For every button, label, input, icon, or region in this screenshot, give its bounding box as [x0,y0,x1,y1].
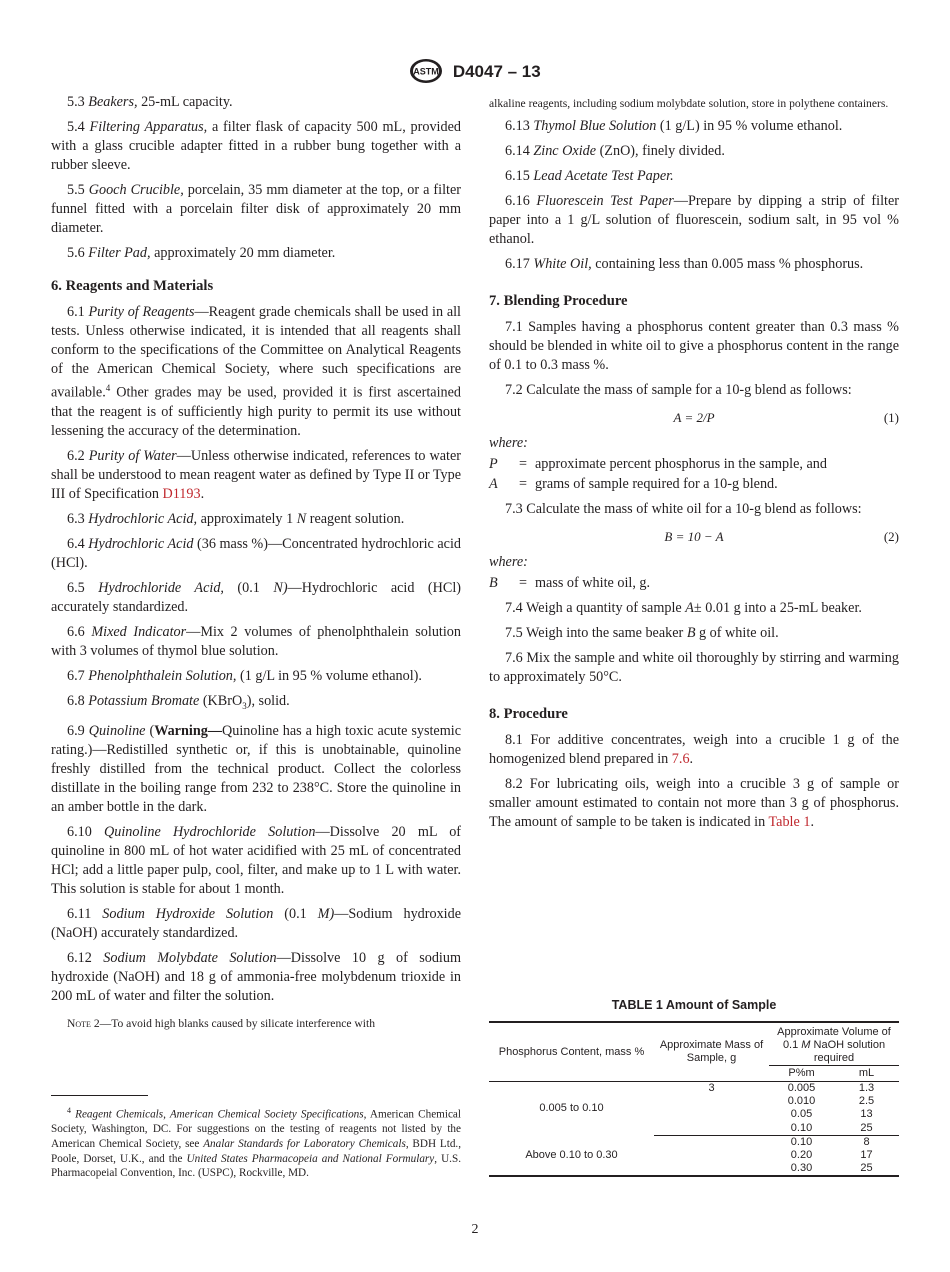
section-6-15: 6.15 Lead Acetate Test Paper. [505,168,674,184]
note-2: Note 2—To avoid high blanks caused by silicate interference with [67,1016,376,1030]
document-number: D4047 – 13 [452,61,541,81]
table-1-link[interactable]: Table 1 [768,814,811,830]
right-column [489,96,899,838]
where-label-2: where: [489,554,528,570]
col-header-mass: Approximate Mass of Sample, g [654,1022,769,1082]
table-row: 0.10 25 [489,1122,899,1136]
section-6-10: 6.10 Quinoline Hydrochloride Solution—Dissolve 20 mL of quinoline in 800 mL of hot water acidified with 25 mL of concentrated HCl; add a little paper pulp, cool, filter, and make up to 1 L with water. This solution is stable for about 1 month. [51,823,462,897]
section-7-5: 7.5 Weigh into the same beaker B g of white oil. [505,625,779,641]
section-6-16: 6.16 Fluorescein Test Paper—Prepare by dipping a strip of filter paper into a 1 g/L solution of fluorescein, sodium salt, in 95 vol % ethanol. [489,193,900,247]
page-header [0,58,950,84]
section-5-4: 5.4 Filtering Apparatus, a filter flask of capacity 500 mL, provided with a glass crucible adapter fitted in a rubber bung together with a rubber sleeve. [51,119,461,173]
section-7-4: 7.4 Weigh a quantity of sample A± 0.01 g into a 25-mL beaker. [505,600,862,616]
section-7-3: 7.3 Calculate the mass of white oil for a 10-g blend as follows: [505,501,862,517]
section-6-13: 6.13 Thymol Blue Solution (1 g/L) in 95 % volume ethanol. [505,118,843,134]
section-6-1: 6.1 Purity of Reagents—Reagent grade chemicals shall be used in all tests. Unless otherwise indicated, it is intended that all reagents shall conform to the specifications of the Committee on Analytical Reagents of the American Chemical Society, where such specifications are available.$^4$ Other grades may be used, provided it is first ascertained that the reagent is of sufficiently high purity to permit its use without lessening the accuracy of the determination. [51,304,461,439]
d1193-link[interactable]: D1193 [162,485,201,502]
definitions-1 [489,455,899,494]
table-row: 0.05 13 [790,1108,873,1121]
svg-text:ASTM: ASTM [413,66,440,77]
section-8-2: 8.2 For lubricating oils, weigh into a crucible 3 g of sample or smaller amount estimated to contain not more than 3 g of phosphorus. The amount of sample to be taken is indicated in Table 1. [489,776,899,830]
section-6-4: 6.4 Hydrochloric Acid (36 mass %)—Concentrated hydrochloric acid (HCl). [51,535,461,571]
table-group-2 [489,1135,899,1176]
definition-row: P = approximate percent phosphorus in the sample, and [489,456,827,472]
definition-row: A = grams of sample required for a 10-g blend. [489,476,778,492]
where-label-1: where: [489,435,528,451]
table-row: 0.30 25 [489,1162,899,1176]
equation-2: B = 10 − A (2) [664,529,899,544]
section-6-2: 6.2 Purity of Water—Unless otherwise indicated, references to water shall be understood to mean reagent water as defined by Type II or Type III of Specification D1193. [51,447,462,502]
ref-7-6-link[interactable]: 7.6 [671,751,690,767]
table-row: 0.005 to 0.10 3 0.005 1.3 [539,1082,875,1115]
note-2-continued: alkaline reagents, including sodium molybdate solution, store in polythene containers. [489,97,889,110]
table-row: 0.20 17 [790,1149,873,1162]
section-6-14: 6.14 Zinc Oxide (ZnO), finely divided. [505,143,725,159]
astm-logo-icon [409,58,443,84]
section-6-17: 6.17 White Oil, containing less than 0.005 mass % phosphorus. [505,256,864,272]
section-7-heading: 7. Blending Procedure [489,293,628,309]
left-column [51,93,461,1037]
col-header-volume: Approximate Volume of 0.1 M NaOH solution required [769,1022,899,1066]
section-5-6: 5.6 Filter Pad, approximately 20 mm diameter. [67,245,336,261]
table-caption: TABLE 1 Amount of Sample [611,998,777,1012]
section-5-5: 5.5 Gooch Crucible, porcelain, 35 mm diameter at the top, or a filter funnel fitted with a porcelain filter disk of approximately 20 mm diameter. [51,182,461,236]
section-6-3: 6.3 Hydrochloric Acid, approximately 1 N reagent solution. [67,510,405,527]
table-row: 0.010 2.5 [787,1095,875,1108]
footnote-divider [51,1095,148,1096]
amount-of-sample-table [489,1021,899,1177]
section-6-8: 6.8 Potassium Bromate (KBrO$_3$), solid. [67,692,290,711]
section-8-1: 8.1 For additive concentrates, weigh into a crucible 1 g of the homogenized blend prepared in 7.6. [489,732,899,767]
section-8-heading: 8. Procedure [489,706,568,722]
page-number: 2 [471,1222,479,1237]
section-7-1: 7.1 Samples having a phosphorus content greater than 0.3 mass % should be blended in white oil to give a phosphorus content in the range of 0.1 to 0.3 mass %. [489,319,899,373]
col-header-phosphorus: Phosphorus Content, mass % [489,1022,654,1082]
equation-1: A = 2/P (1) [673,410,899,425]
section-7-6: 7.6 Mix the sample and white oil thoroughly by stirring and warming to approximately 50°C. [489,650,899,685]
section-6-5: 6.5 Hydrochloride Acid, (0.1 N)—Hydrochloric acid (HCl) accurately standardized. [51,579,462,615]
section-7-2: 7.2 Calculate the mass of sample for a 10-g blend as follows: [505,382,852,398]
definition-row: B = mass of white oil, g. [489,575,651,591]
subheader-p: P%m [769,1066,834,1082]
table-1 [489,996,899,1177]
section-6-11: 6.11 Sodium Hydroxide Solution (0.1 M)—Sodium hydroxide (NaOH) accurately standardized. [51,905,461,941]
section-6-heading: 6. Reagents and Materials [51,278,214,294]
table-group-1 [489,1082,899,1136]
section-6-7: 6.7 Phenolphthalein Solution, (1 g/L in 95 % volume ethanol). [67,667,422,684]
section-6-9: 6.9 Quinoline (Warning—Quinoline has a high toxic acute systemic rating.)—Redistilled synthetic or, if this is unobtainable, quinoline freshly distilled from the technical product. Collect the colorless distillate in the boiling range from 232 to 238°C. Store the quinoline in an amber bottle in the dark. [51,722,462,815]
table-row: Above 0.10 to 0.30 0.10 8 [489,1135,899,1149]
subheader-ml: mL [834,1066,899,1082]
section-6-12: 6.12 Sodium Molybdate Solution—Dissolve 10 g of sodium hydroxide (NaOH) and 18 g of ammonia-free molybdenum trioxide in 200 mL of water and filter the solution. [51,949,461,1004]
section-6-6: 6.6 Mixed Indicator—Mix 2 volumes of phenolphthalein solution with 3 volumes of thymol blue solution. [51,623,461,659]
section-5-3: 5.3 Beakers, 25-mL capacity. [67,94,233,110]
footnote-4: $^4$ Reagent Chemicals, American Chemical Society Specifications, American Chemical Society, Washington, DC. For suggestions on the testing of reagents not listed by the American Chemical Society, see Analar Standards for Laboratory Chemicals, BDH Ltd., Poole, Dorset, U.K., and the United States Pharmacopeia and National Formulary, U.S. Pharmacopeial Convention, Inc. (USPC), Rockville, MD. [51,1106,462,1180]
